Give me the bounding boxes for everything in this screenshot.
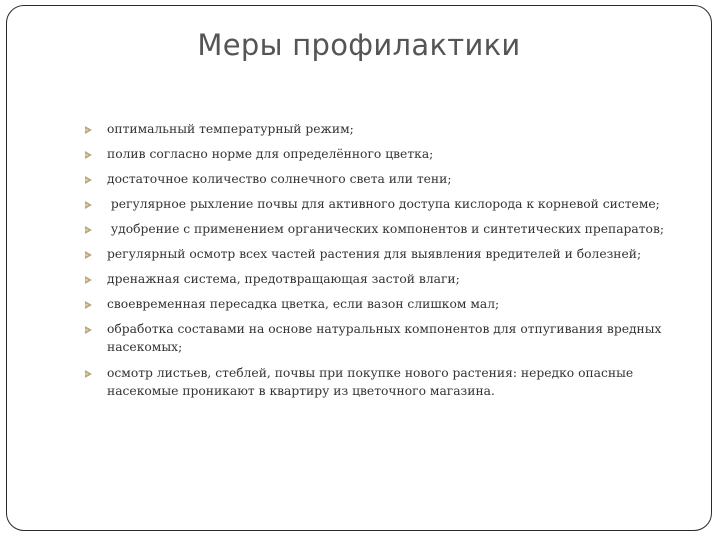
bullet-list: [85, 120, 685, 400]
list-item: [85, 320, 685, 356]
list-item: [85, 270, 685, 288]
list-item-text: регулярное рыхление почвы для активного доступа кислорода к корневой системе;: [107, 197, 660, 211]
list-item-text: оптимальный температурный режим;: [107, 122, 354, 136]
bullet-arrow-icon: [85, 276, 92, 284]
list-item-text: удобрение с применением органических компонентов и синтетических препаратов;: [107, 222, 665, 236]
list-item: [85, 220, 685, 238]
bullet-arrow-icon: [85, 370, 92, 378]
list-item: [85, 195, 685, 213]
list-item-text: своевременная пересадка цветка, если вазон слишком мал;: [107, 297, 500, 311]
list-item-text: регулярный осмотр всех частей растения для выявления вредителей и болезней;: [107, 247, 642, 261]
bullet-arrow-icon: [85, 326, 92, 334]
list-item-text: обработка составами на основе натуральных компонентов для отпугивания вредных насекомых;: [107, 322, 662, 354]
slide-frame: [6, 5, 712, 531]
list-item-text: полив согласно норме для определённого цветка;: [107, 147, 434, 161]
bullet-arrow-icon: [85, 176, 92, 184]
bullet-arrow-icon: [85, 126, 92, 134]
list-item-text: достаточное количество солнечного света или тени;: [107, 172, 452, 186]
bullet-arrow-icon: [85, 201, 92, 209]
bullet-arrow-icon: [85, 301, 92, 309]
bullet-arrow-icon: [85, 251, 92, 259]
bullet-arrow-icon: [85, 151, 92, 159]
list-item: [85, 120, 685, 138]
list-item-text: дренажная система, предотвращающая застой влаги;: [107, 272, 460, 286]
bullet-arrow-icon: [85, 226, 92, 234]
list-item: [85, 245, 685, 263]
list-item: [85, 364, 685, 400]
list-item: [85, 295, 685, 313]
list-item-text: осмотр листьев, стеблей, почвы при покупке нового растения: нередко опасные насекомые проникают в квартиру из цветочного магазина.: [107, 366, 634, 398]
list-item: [85, 170, 685, 188]
slide-title: Меры профилактики: [197, 28, 521, 62]
list-item: [85, 145, 685, 163]
